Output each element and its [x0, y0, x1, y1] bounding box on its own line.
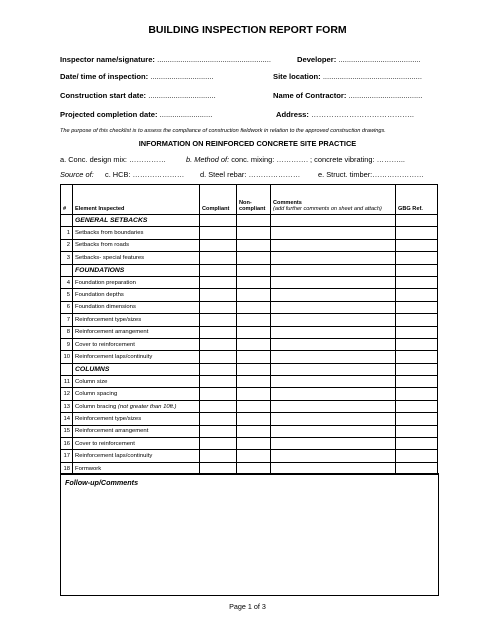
comments-cell[interactable] — [271, 239, 396, 251]
comments-cell[interactable] — [271, 215, 396, 227]
comments-cell[interactable] — [271, 314, 396, 326]
element-label: Column bracing (not greater than 10ft.) — [73, 400, 200, 412]
gbg-ref-cell[interactable] — [396, 326, 438, 338]
element-label: Foundation dimensions — [73, 301, 200, 313]
gbg-ref-cell[interactable] — [396, 376, 438, 388]
table-section-row — [61, 215, 438, 227]
row-number: 10 — [61, 351, 73, 363]
hcb-source[interactable]: c. HCB: ………………… — [105, 170, 185, 179]
compliant-cell[interactable] — [200, 301, 237, 313]
noncompliant-cell[interactable] — [237, 264, 271, 276]
row-number: 9 — [61, 338, 73, 350]
compliant-cell[interactable] — [200, 338, 237, 350]
start-date-label: Construction start date: — [60, 91, 147, 100]
noncompliant-cell[interactable] — [237, 388, 271, 400]
completion-date-blank: ......................... — [159, 110, 213, 119]
element-label: Cover to reinforcement — [73, 338, 200, 350]
date-field[interactable] — [60, 72, 214, 81]
comments-cell[interactable] — [271, 413, 396, 425]
header-gbg-ref: GBG Ref. — [396, 185, 438, 215]
completion-date-field[interactable] — [60, 110, 212, 119]
section-heading: COLUMNS — [73, 363, 200, 375]
header-comments: Comments (add further comments on sheet and attach) — [271, 185, 396, 215]
table-row — [61, 438, 438, 450]
address-blank: ………………………………….. — [311, 110, 414, 119]
compliant-cell[interactable] — [200, 252, 237, 264]
element-label: Setbacks from roads — [73, 239, 200, 251]
purpose-note: The purpose of this checklist is to assess the compliance of construction fieldwork in relation to the approved construction drawings. — [60, 128, 386, 134]
table-row — [61, 314, 438, 326]
compliant-cell[interactable] — [200, 425, 237, 437]
element-label: Reinforcement type/sizes — [73, 314, 200, 326]
comments-cell[interactable] — [271, 363, 396, 375]
gbg-ref-cell[interactable] — [396, 388, 438, 400]
comments-cell[interactable] — [271, 425, 396, 437]
noncompliant-cell[interactable] — [237, 438, 271, 450]
header-compliant: Compliant — [200, 185, 237, 215]
row-number — [61, 264, 73, 276]
conc-design-mix[interactable]: a. Conc. design mix: …………… — [60, 155, 166, 164]
comments-cell[interactable] — [271, 301, 396, 313]
compliant-cell[interactable] — [200, 239, 237, 251]
element-label: Setbacks from boundaries — [73, 227, 200, 239]
table-row — [61, 413, 438, 425]
noncompliant-cell[interactable] — [237, 413, 271, 425]
table-row — [61, 227, 438, 239]
row-number: 18 — [61, 462, 73, 474]
inspector-label: Inspector name/signature: — [60, 55, 155, 64]
gbg-ref-cell[interactable] — [396, 400, 438, 412]
element-label: Foundation depths — [73, 289, 200, 301]
element-label: Reinforcement laps/continuity — [73, 450, 200, 462]
table-section-row — [61, 363, 438, 375]
completion-date-label: Projected completion date: — [60, 110, 158, 119]
row-number: 11 — [61, 376, 73, 388]
element-label: Setbacks- special features — [73, 252, 200, 264]
row-number — [61, 215, 73, 227]
noncompliant-cell[interactable] — [237, 289, 271, 301]
gbg-ref-cell[interactable] — [396, 413, 438, 425]
section-heading: GENERAL SETBACKS — [73, 215, 200, 227]
comments-cell[interactable] — [271, 227, 396, 239]
developer-blank: ....................................... — [338, 55, 421, 64]
gbg-ref-cell[interactable] — [396, 276, 438, 288]
comments-cell[interactable] — [271, 376, 396, 388]
row-number: 12 — [61, 388, 73, 400]
row-number: 6 — [61, 301, 73, 313]
element-label: Reinforcement type/sizes — [73, 413, 200, 425]
method-of-line[interactable] — [186, 155, 405, 164]
table-row — [61, 400, 438, 412]
developer-field[interactable] — [297, 55, 421, 64]
gbg-ref-cell[interactable] — [396, 450, 438, 462]
start-date-blank: ................................ — [148, 91, 216, 100]
compliant-cell[interactable] — [200, 264, 237, 276]
row-number: 5 — [61, 289, 73, 301]
comments-cell[interactable] — [271, 276, 396, 288]
table-section-row — [61, 264, 438, 276]
element-label: Formwork — [73, 462, 200, 474]
element-label: Cover to reinforcement — [73, 438, 200, 450]
gbg-ref-cell[interactable] — [396, 314, 438, 326]
developer-label: Developer: — [297, 55, 337, 64]
table-row — [61, 351, 438, 363]
element-label: Column spacing — [73, 388, 200, 400]
table-row — [61, 301, 438, 313]
noncompliant-cell[interactable] — [237, 239, 271, 251]
noncompliant-cell[interactable] — [237, 400, 271, 412]
compliant-cell[interactable] — [200, 450, 237, 462]
site-field[interactable] — [273, 72, 422, 81]
row-number: 3 — [61, 252, 73, 264]
compliant-cell[interactable] — [200, 376, 237, 388]
element-label: Foundation preparation — [73, 276, 200, 288]
header-num: # — [61, 185, 73, 215]
noncompliant-cell[interactable] — [237, 276, 271, 288]
compliant-cell[interactable] — [200, 363, 237, 375]
gbg-ref-cell[interactable] — [396, 351, 438, 363]
struct-timber-source[interactable]: e. Struct. timber:………………… — [318, 170, 424, 179]
element-note: (not greater than 10ft.) — [117, 403, 177, 410]
row-number: 15 — [61, 425, 73, 437]
compliant-cell[interactable] — [200, 413, 237, 425]
gbg-ref-cell[interactable] — [396, 289, 438, 301]
gbg-ref-cell[interactable] — [396, 338, 438, 350]
noncompliant-cell[interactable] — [237, 301, 271, 313]
compliant-cell[interactable] — [200, 289, 237, 301]
row-number: 2 — [61, 239, 73, 251]
table-header-row — [61, 185, 438, 215]
steel-rebar-source[interactable]: d. Steel rebar: ………………… — [200, 170, 301, 179]
header-element: Element Inspected — [73, 185, 200, 215]
date-blank: .............................. — [150, 72, 214, 81]
address-field[interactable] — [276, 110, 414, 119]
start-date-field[interactable] — [60, 91, 216, 100]
inspector-blank: ...................................................... — [157, 55, 272, 64]
gbg-ref-cell[interactable] — [396, 425, 438, 437]
element-label: Column size — [73, 376, 200, 388]
gbg-ref-cell[interactable] — [396, 264, 438, 276]
gbg-ref-cell[interactable] — [396, 239, 438, 251]
followup-comments-box[interactable] — [60, 473, 439, 596]
row-number: 1 — [61, 227, 73, 239]
table-row — [61, 289, 438, 301]
comments-cell[interactable] — [271, 438, 396, 450]
form-title: BUILDING INSPECTION REPORT FORM — [148, 24, 347, 36]
row-number — [61, 363, 73, 375]
contractor-field[interactable] — [273, 91, 422, 100]
contractor-label: Name of Contractor: — [273, 91, 347, 100]
row-number: 13 — [61, 400, 73, 412]
compliant-cell[interactable] — [200, 351, 237, 363]
row-number: 4 — [61, 276, 73, 288]
site-label: Site location: — [273, 72, 321, 81]
noncompliant-cell[interactable] — [237, 227, 271, 239]
noncompliant-cell[interactable] — [237, 450, 271, 462]
comments-cell[interactable] — [271, 264, 396, 276]
table-row — [61, 425, 438, 437]
comments-cell[interactable] — [271, 450, 396, 462]
table-row — [61, 252, 438, 264]
comments-cell[interactable] — [271, 351, 396, 363]
method-of-value: conc. mixing: …………. ; concrete vibrating: ………... — [229, 155, 405, 164]
table-row — [61, 388, 438, 400]
table-row — [61, 326, 438, 338]
row-number: 17 — [61, 450, 73, 462]
inspector-field[interactable] — [60, 55, 271, 64]
header-noncompliant: Non- compliant — [237, 185, 271, 215]
noncompliant-cell[interactable] — [237, 215, 271, 227]
comments-cell[interactable] — [271, 338, 396, 350]
gbg-ref-cell[interactable] — [396, 227, 438, 239]
contractor-blank: ................................... — [348, 91, 423, 100]
compliant-cell[interactable] — [200, 438, 237, 450]
table-row — [61, 338, 438, 350]
compliant-cell[interactable] — [200, 314, 237, 326]
noncompliant-cell[interactable] — [237, 376, 271, 388]
source-of-label: Source of: — [60, 170, 94, 179]
noncompliant-cell[interactable] — [237, 351, 271, 363]
element-label: Reinforcement arrangement — [73, 425, 200, 437]
page-number: Page 1 of 3 — [229, 602, 266, 611]
comments-cell[interactable] — [271, 289, 396, 301]
noncompliant-cell[interactable] — [237, 338, 271, 350]
row-number: 16 — [61, 438, 73, 450]
comments-cell[interactable] — [271, 388, 396, 400]
method-of-label: b. Method of: — [186, 155, 230, 164]
table-row — [61, 450, 438, 462]
comments-cell[interactable] — [271, 400, 396, 412]
compliant-cell[interactable] — [200, 215, 237, 227]
noncompliant-cell[interactable] — [237, 326, 271, 338]
noncompliant-cell[interactable] — [237, 425, 271, 437]
section-heading: FOUNDATIONS — [73, 264, 200, 276]
compliant-cell[interactable] — [200, 227, 237, 239]
table-row — [61, 276, 438, 288]
gbg-ref-cell[interactable] — [396, 215, 438, 227]
compliant-cell[interactable] — [200, 326, 237, 338]
table-row — [61, 376, 438, 388]
followup-label: Follow-up/Comments — [65, 478, 139, 487]
site-blank: ............................................... — [322, 72, 422, 81]
gbg-ref-cell[interactable] — [396, 301, 438, 313]
compliant-cell[interactable] — [200, 400, 237, 412]
comments-cell[interactable] — [271, 252, 396, 264]
gbg-ref-cell[interactable] — [396, 252, 438, 264]
address-label: Address: — [276, 110, 309, 119]
inspection-table — [60, 184, 438, 475]
element-label: Reinforcement arrangement — [73, 326, 200, 338]
date-label: Date/ time of inspection: — [60, 72, 149, 81]
row-number: 8 — [61, 326, 73, 338]
section-title: INFORMATION ON REINFORCED CONCRETE SITE PRACTICE — [138, 139, 357, 148]
noncompliant-cell[interactable] — [237, 252, 271, 264]
element-label: Reinforcement laps/continuity — [73, 351, 200, 363]
comments-cell[interactable] — [271, 326, 396, 338]
row-number: 7 — [61, 314, 73, 326]
compliant-cell[interactable] — [200, 388, 237, 400]
table-row — [61, 239, 438, 251]
row-number: 14 — [61, 413, 73, 425]
noncompliant-cell[interactable] — [237, 363, 271, 375]
gbg-ref-cell[interactable] — [396, 438, 438, 450]
gbg-ref-cell[interactable] — [396, 363, 438, 375]
compliant-cell[interactable] — [200, 276, 237, 288]
noncompliant-cell[interactable] — [237, 314, 271, 326]
